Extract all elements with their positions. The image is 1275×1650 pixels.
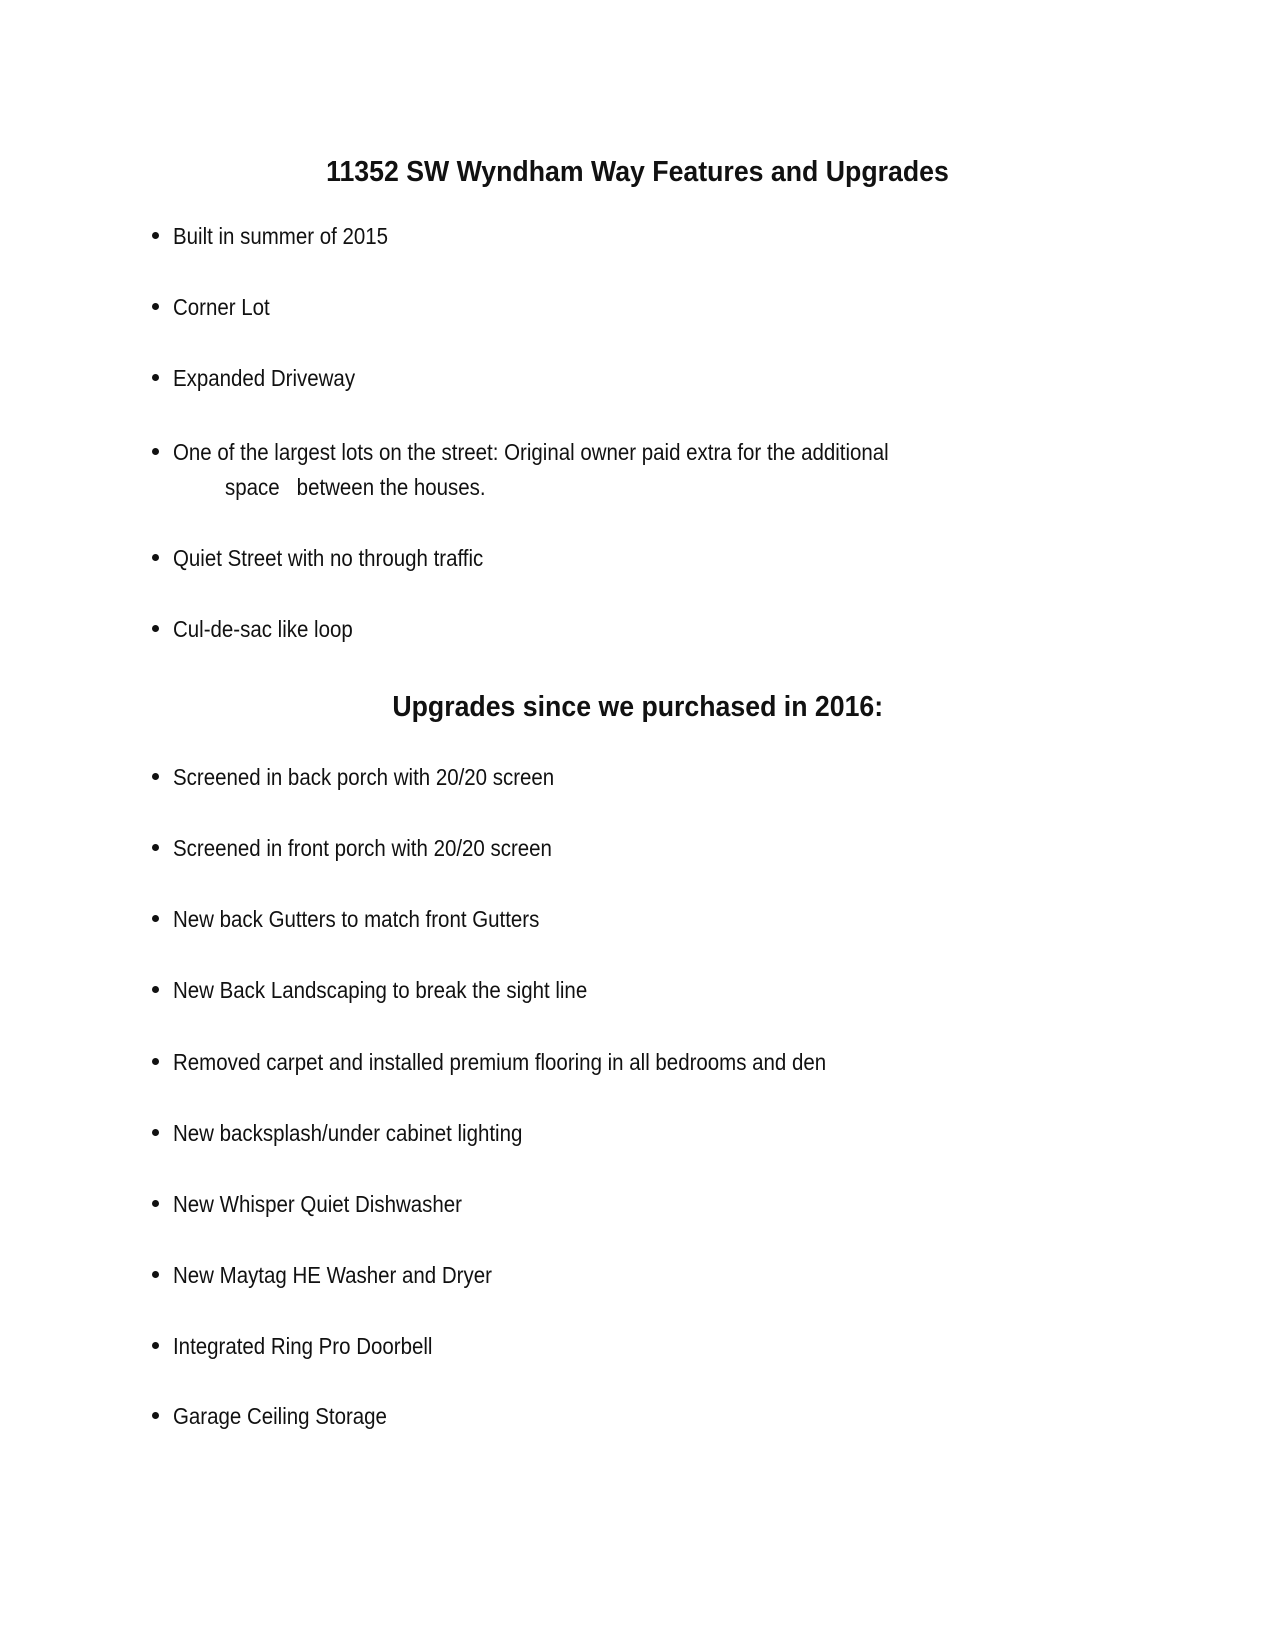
upgrades-heading-text: Upgrades since we purchased in 2016: xyxy=(392,691,883,723)
bullet-icon xyxy=(152,554,159,561)
page-title xyxy=(0,154,1275,190)
upgrade-item xyxy=(150,831,1150,865)
feature-text: Corner Lot xyxy=(173,294,270,320)
feature-item xyxy=(150,361,1150,395)
bullet-icon xyxy=(152,986,159,993)
bullet-icon xyxy=(152,1412,159,1419)
bullet-icon xyxy=(152,1200,159,1207)
upgrade-text: New backsplash/under cabinet lighting xyxy=(173,1120,523,1146)
upgrade-text: New Maytag HE Washer and Dryer xyxy=(173,1262,492,1288)
bullet-icon xyxy=(152,915,159,922)
feature-text: One of the largest lots on the street: Original owner paid extra for the additional xyxy=(173,439,889,465)
feature-text-continuation: space between the houses. xyxy=(225,474,486,500)
feature-text: Built in summer of 2015 xyxy=(173,223,389,249)
upgrade-item xyxy=(150,1187,1150,1221)
bullet-icon xyxy=(152,1271,159,1278)
upgrade-text: Screened in back porch with 20/20 screen xyxy=(173,764,555,790)
upgrade-text: Removed carpet and installed premium flooring in all bedrooms and den xyxy=(173,1049,827,1075)
feature-item xyxy=(150,612,1150,646)
feature-item xyxy=(150,435,1150,469)
upgrade-text: New Back Landscaping to break the sight line xyxy=(173,977,588,1003)
upgrade-text: New back Gutters to match front Gutters xyxy=(173,906,540,932)
bullet-icon xyxy=(152,374,159,381)
upgrade-text: Screened in front porch with 20/20 screen xyxy=(173,835,552,861)
bullet-icon xyxy=(152,844,159,851)
upgrade-item xyxy=(150,760,1150,794)
bullet-icon xyxy=(152,303,159,310)
feature-text: Expanded Driveway xyxy=(173,365,356,391)
upgrade-text: Garage Ceiling Storage xyxy=(173,1403,387,1429)
feature-text: Cul-de-sac like loop xyxy=(173,616,353,642)
feature-item xyxy=(150,219,1150,253)
upgrade-item xyxy=(150,902,1150,936)
upgrade-item xyxy=(150,1258,1150,1292)
upgrade-item xyxy=(150,1045,1150,1079)
bullet-icon xyxy=(152,1058,159,1065)
upgrade-item xyxy=(150,1399,1150,1433)
upgrade-item xyxy=(150,1116,1150,1150)
bullet-icon xyxy=(152,773,159,780)
bullet-icon xyxy=(152,1129,159,1136)
bullet-icon xyxy=(152,448,159,455)
feature-item xyxy=(150,290,1150,324)
upgrade-text: Integrated Ring Pro Doorbell xyxy=(173,1333,433,1359)
bullet-icon xyxy=(152,625,159,632)
upgrade-text: New Whisper Quiet Dishwasher xyxy=(173,1191,462,1217)
upgrade-item xyxy=(150,1329,1150,1363)
bullet-icon xyxy=(152,232,159,239)
bullet-icon xyxy=(152,1342,159,1349)
upgrades-heading xyxy=(0,689,1275,725)
feature-text: Quiet Street with no through traffic xyxy=(173,545,484,571)
page-title-text: 11352 SW Wyndham Way Features and Upgrades xyxy=(326,156,949,188)
feature-item xyxy=(150,541,1150,575)
upgrade-item xyxy=(150,973,1150,1007)
